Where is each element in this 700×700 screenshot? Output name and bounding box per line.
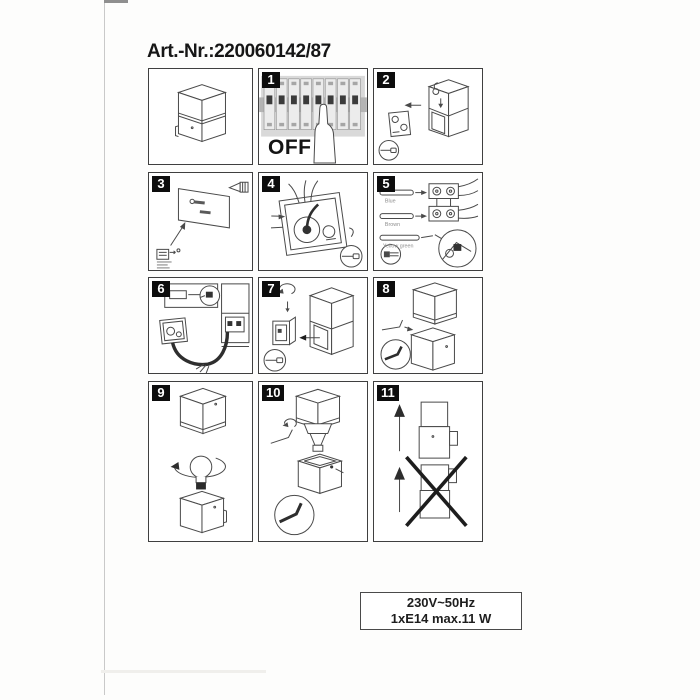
step-number-badge: 8 [377,281,395,297]
electrical-rating-box [360,592,522,630]
scan-artifact [104,0,128,3]
bulb-icon [190,456,212,489]
step-number-badge: 10 [262,385,284,401]
panel-step-9 [148,381,253,542]
step-number-badge: 7 [262,281,280,297]
fine-print-marks [157,261,172,268]
lamp-correct-orientation [419,402,457,458]
wall-bracket [273,317,296,344]
panel-step-6 [148,277,253,374]
panel-step-4 [258,172,368,271]
step-number-badge: 11 [377,385,399,401]
step-number-badge: 4 [262,176,280,192]
bulb-install-drawing [149,382,252,541]
junction-box [160,318,188,344]
panel-step-10 [258,381,368,542]
wire-label-brown: Brown [384,221,401,228]
panel-step-5 [373,172,483,271]
allen-key-icon [271,419,297,443]
screwdriver-icon [379,140,399,160]
step-number-badge: 1 [262,72,280,88]
panel-product-overview [148,68,253,165]
magnifier-detail [200,286,220,306]
insert-diffuser-drawing [259,382,367,541]
panel-step-1 [258,68,368,165]
orientation-drawing [374,382,482,541]
screwdriver-icon [264,349,286,371]
up-arrow-icon [394,404,405,451]
scan-artifact [101,670,266,673]
panel-step-11 [373,381,483,542]
wire-label-blue: Blue [384,198,396,205]
allen-key-icon [382,320,413,331]
allen-key-detail [275,495,314,534]
fixing-plate [157,249,180,259]
panel-step-2 [373,68,483,165]
article-number-title: Art.-Nr.:220060142/87 [147,41,331,62]
lamp-spec-text: 1xE14 max.11 W [390,611,492,626]
panel-step-8 [373,277,483,374]
scan-page-edge [104,0,105,695]
drill-bit-icon [229,182,248,192]
wire-label-yellow-green: Yellow green [382,243,414,250]
voltage-frequency-text: 230V~50Hz [406,595,476,610]
step-number-badge: 6 [152,281,170,297]
panel-step-3 [148,172,253,271]
off-label: OFF [268,136,312,159]
step-number-badge: 9 [152,385,170,401]
panel-step-7 [258,277,368,374]
step-number-badge: 3 [152,176,170,192]
earth-terminal-detail [439,230,476,267]
cube-lamp-drawing [149,69,252,164]
allen-key-detail [381,340,410,369]
screwdriver-icon [340,246,362,268]
step-number-badge: 5 [377,176,395,192]
step-number-badge: 2 [377,72,395,88]
wall-bracket [389,111,411,136]
up-arrow-icon [394,467,405,512]
